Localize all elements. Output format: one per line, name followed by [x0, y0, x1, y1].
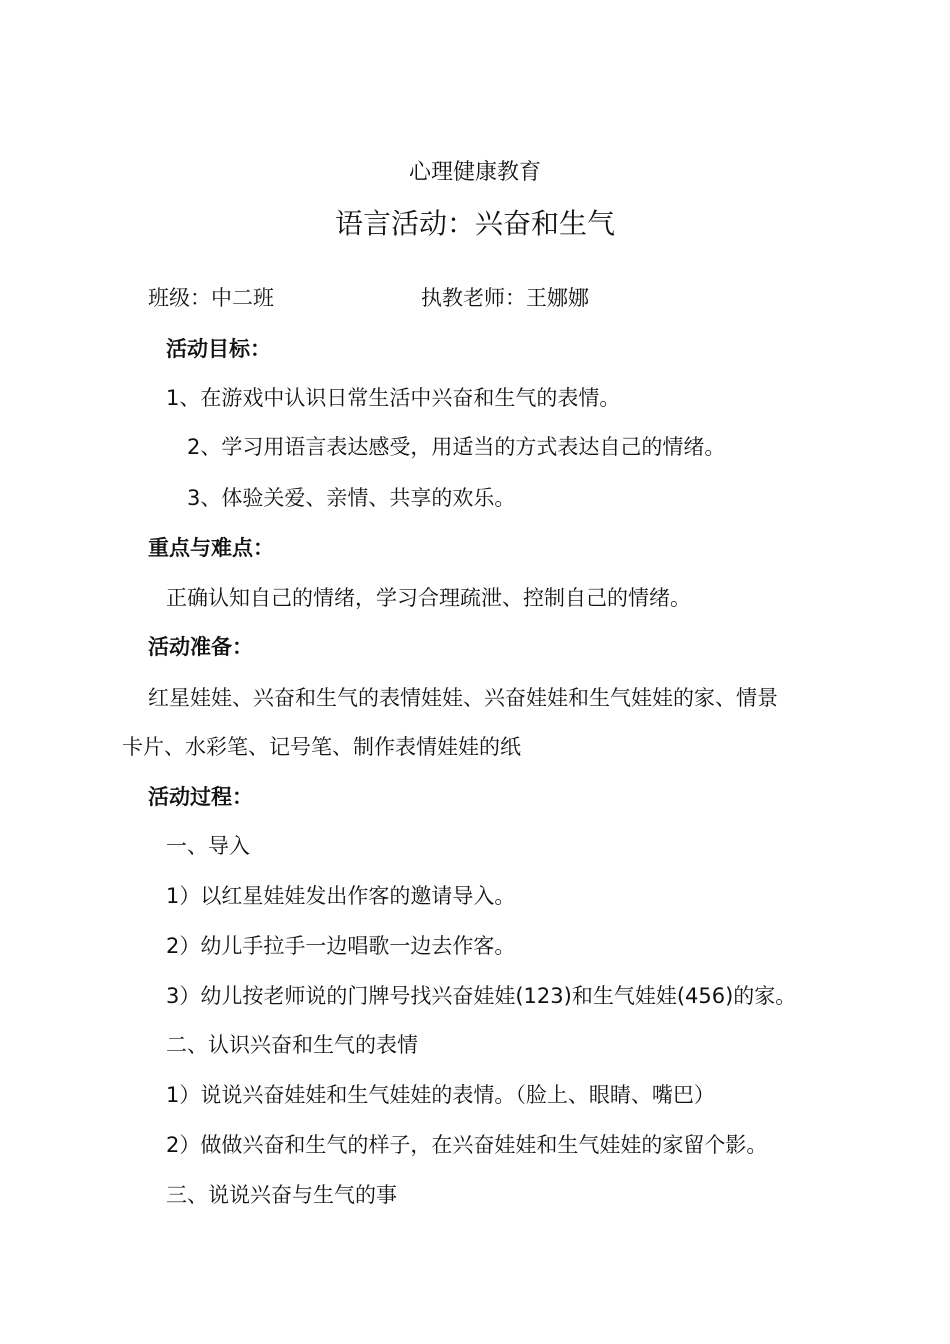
process-item: 3）幼儿按老师说的门牌号找兴奋娃娃(123)和生气娃娃(456)的家。	[166, 984, 797, 1008]
class-label: 班级：中二班	[148, 286, 274, 310]
preparation-heading: 活动准备：	[148, 635, 253, 659]
process-section-title: 一、导入	[166, 834, 250, 858]
document-subtitle: 语言活动：兴奋和生气	[334, 207, 615, 240]
goal-item: 3、体验关爱、亲情、共享的欢乐。	[187, 486, 516, 510]
document-title: 心理健康教育	[408, 160, 541, 185]
process-section-title: 三、说说兴奋与生气的事	[166, 1183, 397, 1207]
focus-heading: 重点与难点：	[148, 536, 274, 560]
process-item: 2）做做兴奋和生气的样子，在兴奋娃娃和生气娃娃的家留个影。	[166, 1133, 768, 1157]
goal-item: 1、在游戏中认识日常生活中兴奋和生气的表情。	[166, 386, 621, 410]
process-heading: 活动过程：	[148, 785, 253, 809]
focus-text: 正确认知自己的情绪，学习合理疏泄、控制自己的情绪。	[166, 586, 691, 610]
preparation-text-line: 卡片、水彩笔、记号笔、制作表情娃娃的纸	[122, 735, 521, 759]
process-section-title: 二、认识兴奋和生气的表情	[166, 1033, 418, 1057]
goal-item: 2、学习用语言表达感受，用适当的方式表达自己的情绪。	[187, 435, 726, 459]
process-item: 1）以红星娃娃发出作客的邀请导入。	[166, 884, 516, 908]
process-item: 2）幼儿手拉手一边唱歌一边去作客。	[166, 934, 516, 958]
process-item: 1）说说兴奋娃娃和生气娃娃的表情。（脸上、眼睛、嘴巴）	[166, 1083, 715, 1107]
goals-heading: 活动目标：	[166, 337, 271, 361]
teacher-label: 执教老师：王娜娜	[421, 286, 589, 310]
preparation-text-line: 红星娃娃、兴奋和生气的表情娃娃、兴奋娃娃和生气娃娃的家、情景	[148, 686, 778, 710]
